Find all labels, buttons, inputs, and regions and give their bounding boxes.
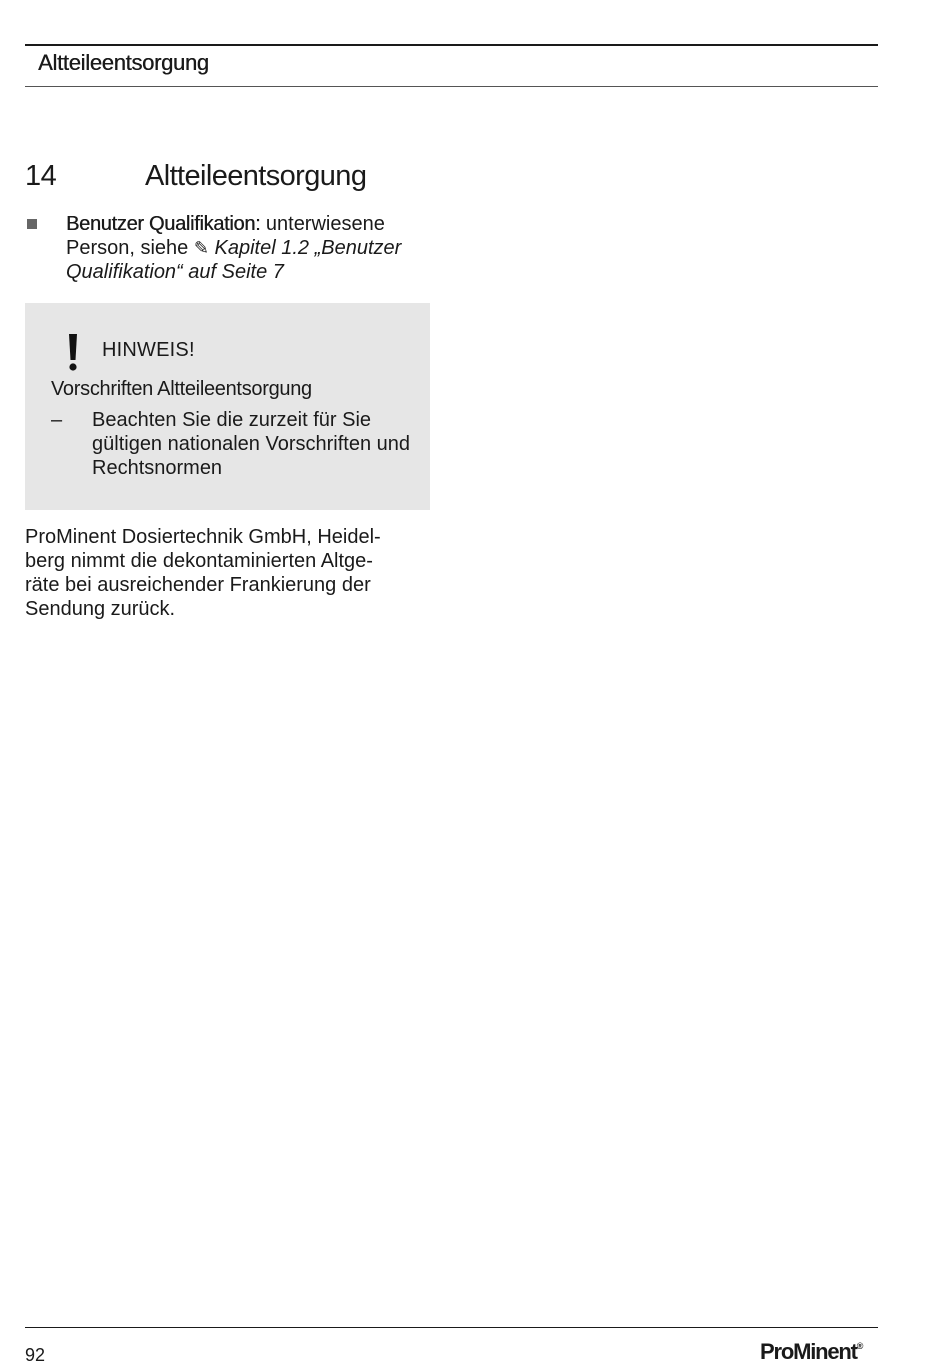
chapter-title: Altteileentsorgung [145, 160, 367, 192]
registered-mark: ® [856, 1341, 864, 1351]
square-bullet-icon [27, 219, 37, 229]
body-line: berg nimmt die dekontaminierten Altge- [25, 550, 373, 572]
header-rule-bottom [25, 86, 878, 87]
page-number: 92 [25, 1345, 46, 1365]
exclamation-icon [65, 333, 81, 373]
pointing-hand-icon: ✎ [193, 238, 209, 258]
notice-box [25, 303, 430, 510]
qualification-label: Benutzer Qualifikation: [66, 213, 261, 235]
running-header-title: Altteileentsorgung [38, 50, 209, 75]
body-paragraph [25, 525, 435, 621]
brand-name: ProMinent [760, 1339, 857, 1364]
header-rule-top [25, 44, 878, 46]
notice-item: Beachten Sie die zurzeit für Sie gültigen nationalen Vorschriften und Rechtsnormen [92, 409, 411, 479]
qualification-item [25, 212, 445, 284]
body-line: ProMinent Dosiertechnik GmbH, Heidel- [25, 526, 381, 548]
prominent-logo [760, 1339, 863, 1365]
qualification-text [66, 212, 445, 284]
body-line: Sendung zurück. [25, 598, 176, 620]
chapter-cross-reference-link[interactable]: Kapitel 1.2 „Benutzer Qualifikation“ auf Seite 7 [66, 237, 402, 283]
qualification-body: unterwiesene Person, siehe [66, 213, 385, 259]
dash-bullet: – [51, 409, 63, 431]
notice-heading: HINWEIS! [102, 339, 195, 361]
footer-rule [25, 1327, 878, 1328]
notice-list [51, 408, 411, 480]
chapter-number: 14 [25, 160, 57, 192]
notice-title: Vorschriften Altteileentsorgung [51, 378, 312, 400]
body-line: räte bei ausreichender Frankierung der [25, 574, 371, 596]
